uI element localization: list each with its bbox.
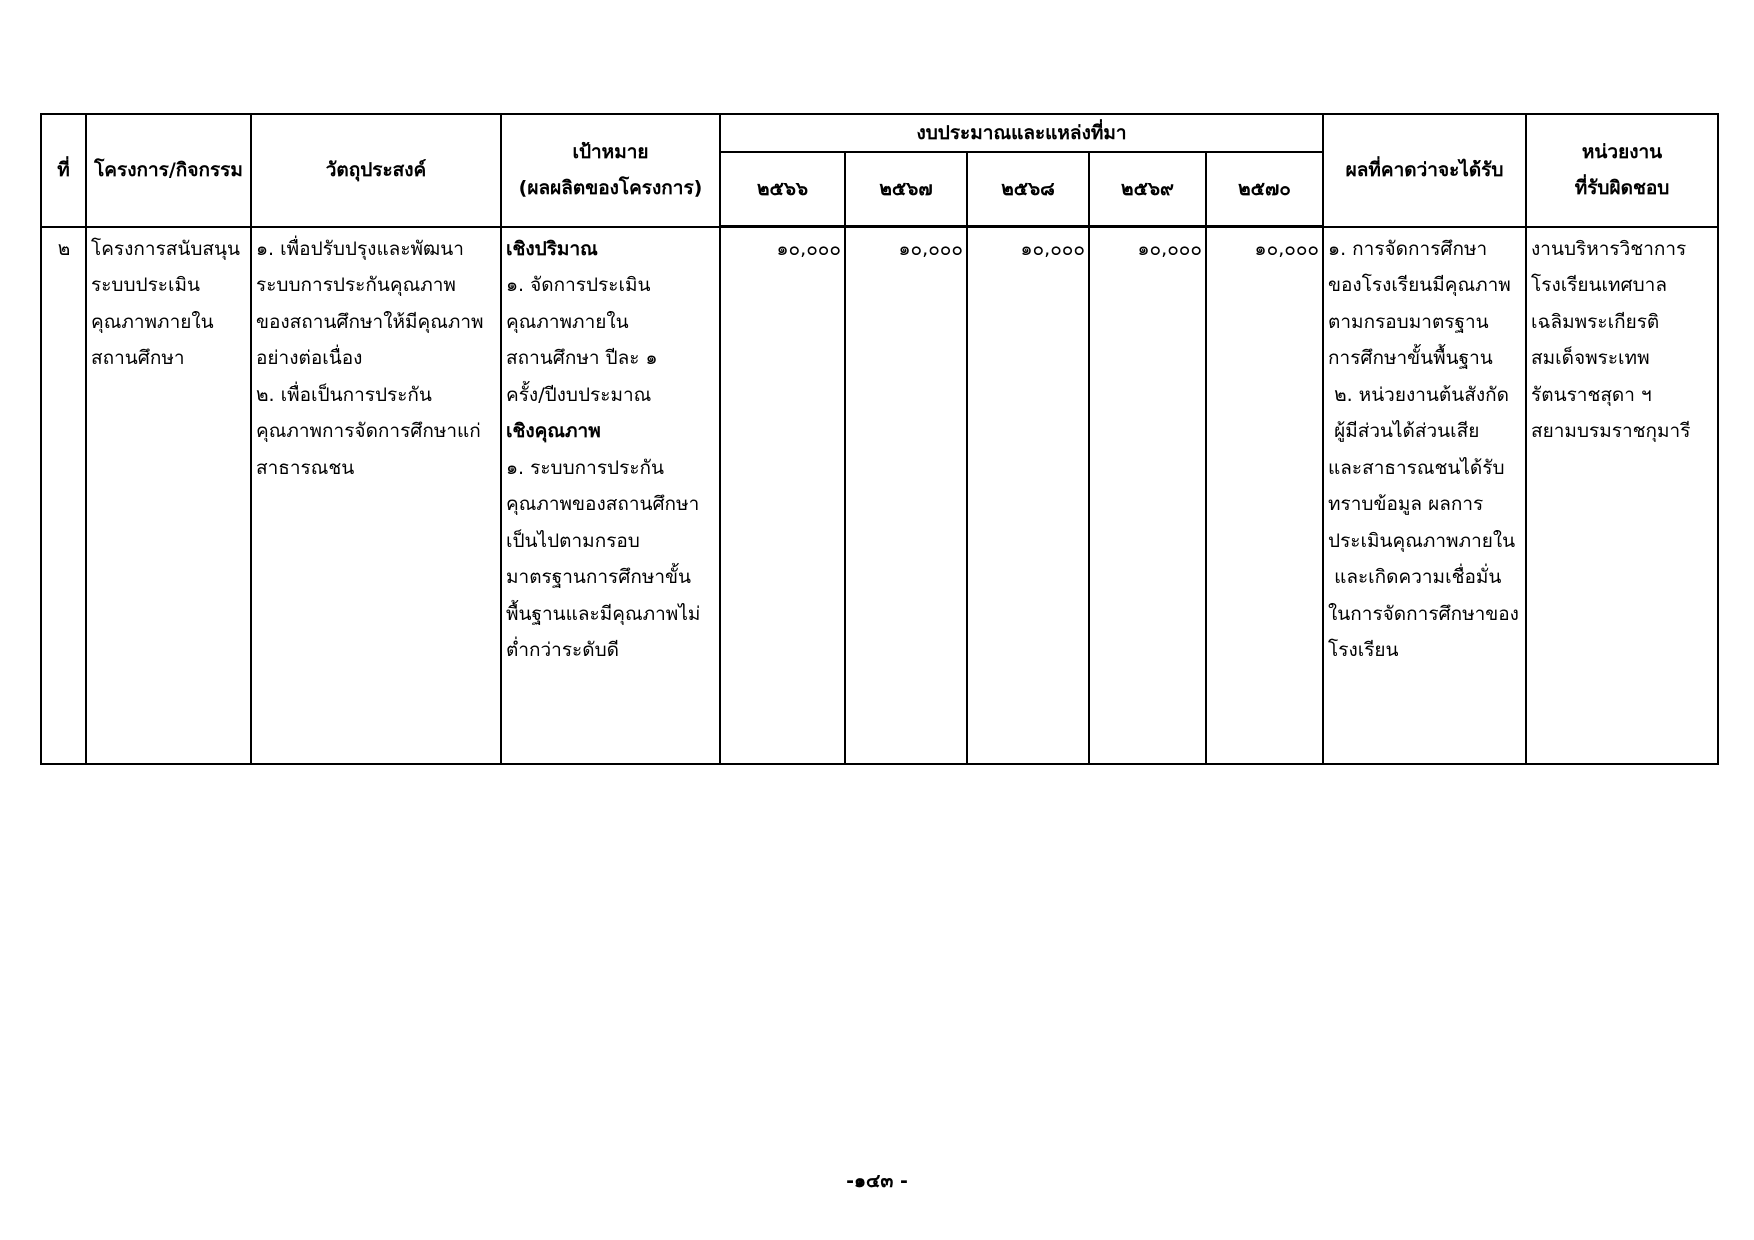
cell-line: เฉลิมพระเกียรติ xyxy=(1531,310,1660,333)
cell-line: ประเมินคุณภาพภายใน xyxy=(1328,529,1516,552)
cell-line: ๑. ระบบการประกัน xyxy=(506,456,665,479)
header-expected: ผลที่คาดว่าจะได้รับ xyxy=(1323,114,1526,227)
header-row-1 xyxy=(41,114,1718,152)
project-plan-table xyxy=(40,113,1719,765)
cell-line: ๑. การจัดการศึกษา xyxy=(1328,237,1488,260)
cell-line: โรงเรียน xyxy=(1328,639,1399,661)
cell-line: คุณภาพภายใน xyxy=(506,310,629,333)
cell-line: มาตรฐานการศึกษาขั้น xyxy=(506,566,691,588)
cell-target xyxy=(501,227,720,765)
header-target xyxy=(501,114,720,227)
header-target-line1: เป้าหมาย xyxy=(572,141,649,164)
cell-project xyxy=(86,227,251,765)
cell-line: ๒. เพื่อเป็นการประกัน xyxy=(256,383,432,406)
cell-line: ตามกรอบมาตรฐาน xyxy=(1328,310,1489,333)
target-quantity-heading: เชิงปริมาณ xyxy=(506,237,598,260)
cell-line: รัตนราชสุดา ฯ xyxy=(1531,383,1652,406)
cell-line: ครั้ง/ปีงบประมาณ xyxy=(506,383,652,406)
cell-line: สถานศึกษา xyxy=(91,347,185,369)
cell-line: ในการจัดการศึกษาของ xyxy=(1328,602,1519,625)
cell-line: และเกิดความเชื่อมั่น xyxy=(1328,566,1502,588)
target-quality-heading: เชิงคุณภาพ xyxy=(506,420,601,442)
header-objective: วัตถุประสงค์ xyxy=(251,114,501,227)
cell-line: สถานศึกษา ปีละ ๑ xyxy=(506,347,658,369)
cell-line: ของสถานศึกษาให้มีคุณภาพ xyxy=(256,310,484,333)
page-number: -๑๔๓ - xyxy=(846,1170,908,1192)
cell-line: พื้นฐานและมีคุณภาพไม่ xyxy=(506,602,701,625)
header-project: โครงการ/กิจกรรม xyxy=(86,114,251,227)
cell-line: โครงการสนับสนุน xyxy=(91,237,240,260)
cell-line: ของโรงเรียนมีคุณภาพ xyxy=(1328,274,1511,296)
cell-expected xyxy=(1323,227,1526,765)
header-year: ๒๕๖๙ xyxy=(1089,152,1206,227)
header-year: ๒๕๗๐ xyxy=(1206,152,1323,227)
cell-line: ๑. จัดการประเมิน xyxy=(506,274,651,296)
cell-budget-2568: ๑๐,๐๐๐ xyxy=(967,227,1089,765)
header-unit xyxy=(1526,114,1718,227)
cell-line: ทราบข้อมูล ผลการ xyxy=(1328,493,1484,515)
cell-line: เป็นไปตามกรอบ xyxy=(506,529,640,552)
cell-line: ต่ำกว่าระดับดี xyxy=(506,639,619,661)
header-year: ๒๕๖๖ xyxy=(720,152,845,227)
header-budget-group: งบประมาณและแหล่งที่มา xyxy=(720,114,1323,152)
header-year: ๒๕๖๘ xyxy=(967,152,1089,227)
cell-line: คุณภาพของสถานศึกษา xyxy=(506,493,700,515)
header-year: ๒๕๖๗ xyxy=(845,152,967,227)
cell-line: คุณภาพการจัดการศึกษาแก่ xyxy=(256,420,481,442)
header-unit-line1: หน่วยงาน xyxy=(1581,141,1663,164)
cell-line: คุณภาพภายใน xyxy=(91,310,214,333)
cell-line: ผู้มีส่วนได้ส่วนเสีย xyxy=(1328,420,1480,442)
cell-line: ระบบประเมิน xyxy=(91,274,201,296)
header-target-line2: (ผลผลิตของโครงการ) xyxy=(518,177,703,200)
cell-line: สมเด็จพระเทพ xyxy=(1531,347,1650,369)
cell-objective xyxy=(251,227,501,765)
cell-line: อย่างต่อเนื่อง xyxy=(256,347,363,369)
cell-line: งานบริหารวิชาการ xyxy=(1531,237,1687,260)
cell-budget-2570: ๑๐,๐๐๐ xyxy=(1206,227,1323,765)
cell-line: โรงเรียนเทศบาล xyxy=(1531,274,1667,296)
cell-line: และสาธารณชนได้รับ xyxy=(1328,456,1505,479)
header-unit-line2: ที่รับผิดชอบ xyxy=(1574,177,1670,200)
cell-line: สยามบรมราชกุมารี xyxy=(1531,420,1691,442)
cell-unit xyxy=(1526,227,1718,765)
table-row xyxy=(41,227,1718,765)
cell-no: ๒ xyxy=(41,227,86,765)
header-no: ที่ xyxy=(41,114,86,227)
cell-budget-2566: ๑๐,๐๐๐ xyxy=(720,227,845,765)
cell-line: ๒. หน่วยงานต้นสังกัด xyxy=(1328,383,1509,406)
cell-line: ระบบการประกันคุณภาพ xyxy=(256,274,456,296)
cell-line: การศึกษาขั้นพื้นฐาน xyxy=(1328,347,1493,369)
cell-line: ๑. เพื่อปรับปรุงและพัฒนา xyxy=(256,237,464,260)
cell-budget-2567: ๑๐,๐๐๐ xyxy=(845,227,967,765)
cell-line: สาธารณชน xyxy=(256,456,355,479)
cell-budget-2569: ๑๐,๐๐๐ xyxy=(1089,227,1206,765)
